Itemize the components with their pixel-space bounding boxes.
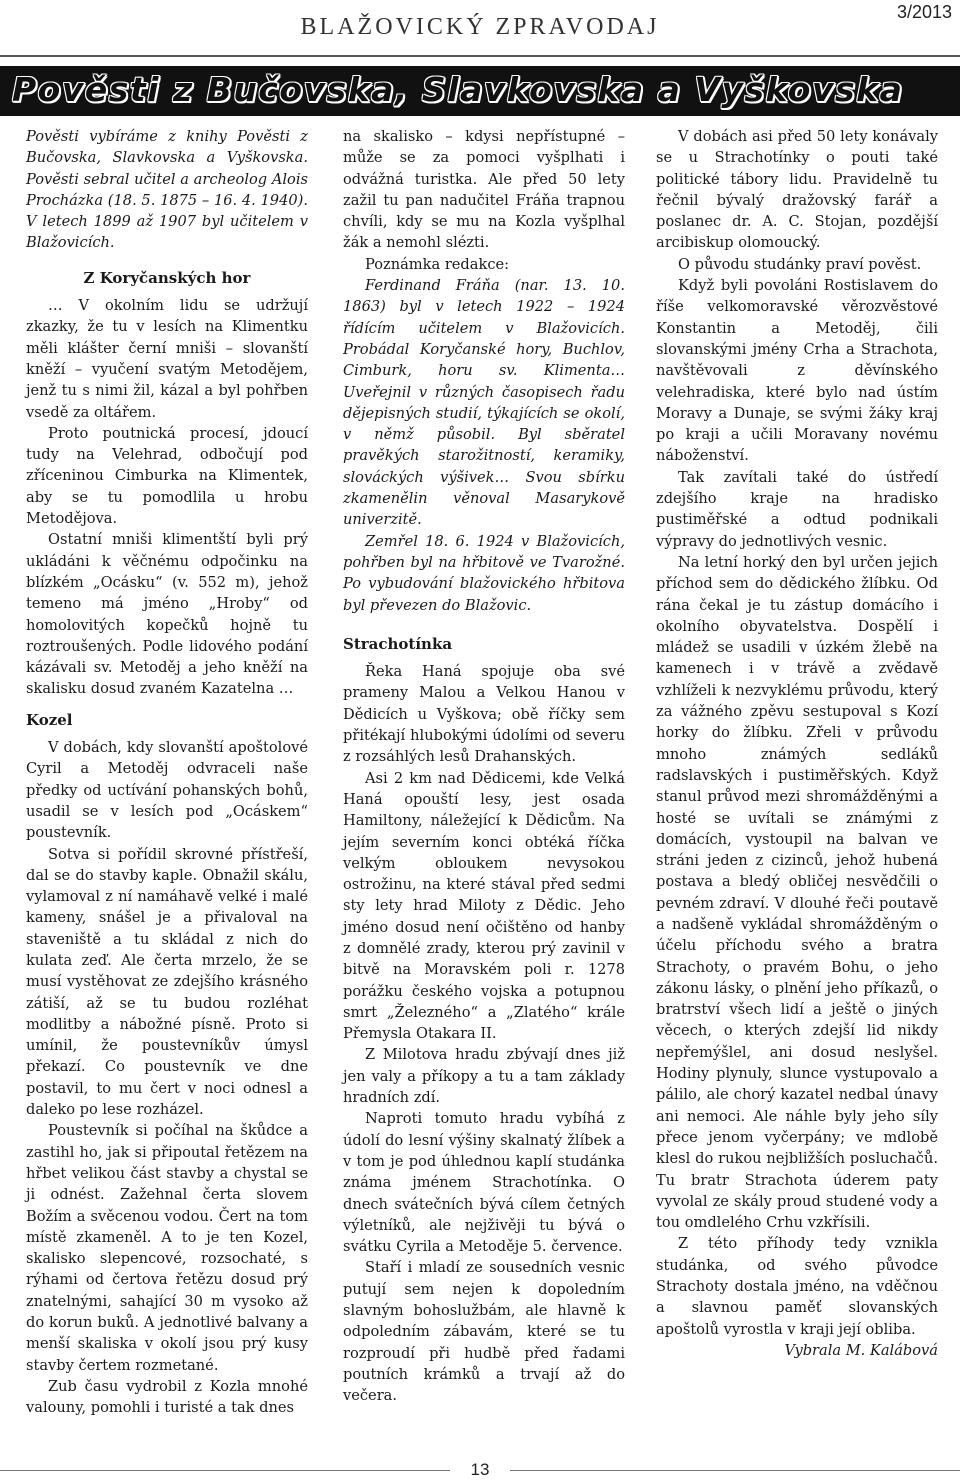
paragraph: O původu studánky praví pověst. bbox=[678, 255, 922, 273]
paragraph: Poustevník si počíhal na škůdce a zastihl ho, jak si připoutal řetězem na hřbet velikou část stavby a chystal se ji odnést. Zažehnal čerta slovem Božím a svěcenou vodou. Čert na tom místě zkameněl. A to je ten Kozel, skalisko slepencové, rozsochaté, s rýhami od čertova řetězu dosud prý znatelnými, sahající 30 m vysoko až do korun buků. A jednotlivé balvany a menší skaliska v okolí jsou prý kusy stavby čertem rozmetané. bbox=[26, 1122, 308, 1374]
heading-koryčanské-hory: Z Koryčanských hor bbox=[83, 268, 251, 287]
page-number: 13 bbox=[470, 1460, 490, 1479]
paragraph: na skalisko – kdysi nepřístupné – může se za pomoci vyšplhati i odvážná turistka. Ale před 50 lety zažil tu pan nadučitel Fráňa trapnou chvíli, kdy se mu na Kozla vyšplhal žák a nemohl slézti. bbox=[343, 128, 625, 252]
paragraph: V dobách asi před 50 lety konávaly se u Strachotínky o pouti také politické tábory lidu. Pravidelně tu řečnil bývalý dražovský farář a poslanec dr. A. C. Stojan, pozdější arcibiskup olomoucký. bbox=[656, 128, 938, 252]
newsletter-title: BLAŽOVICKÝ ZPRAVODAJ bbox=[300, 14, 660, 40]
paragraph: V dobách, kdy slovanští apoštolové Cyril a Metoděj odvraceli naše předky od uctívání pohanských bohů, usadil se v lesích pod „Ocáskem“ poustevník. bbox=[26, 739, 308, 842]
column-3 bbox=[656, 126, 938, 1361]
paragraph: Ostatní mniši klimentští byli prý ukládáni k věčnému odpočinku na blízkém „Ocásku“ (v. 552 m), jehož temeno má jméno „Hroby“ od homolovitých kopečků hojně tu roztroušených. Podle lidového podání kázávali sv. Metoděj a jeho kněží na skalisku dosud zvaném Kazatelna … bbox=[26, 531, 308, 698]
paragraph: Na letní horký den byl určen jejich příchod sem do dědického žlíbku. Od rána čekal je tu zástup domácího i okolního obyvatelstva. Dospělí i mládež se usadili v úzkém žlebě na kamenech i v trávě a zvědavě vzhlíželi k nezvyklému průvodu, který za vážného zpěvu sestupoval s Kozí horky do žlíbku. Zřeli v průvodu mnoho známých sedláků radslavských i pustiměřských. Když stanul průvod mezi shromážděnými a hosté se uvítali se známými z domácích, vystoupil na balvan ve stráni jeden z cizinců, jehož hubená postava a bledý obličej nesvědčili o pevném zdraví. V dlouhé řeči poutavě a nadšeně vykládal shromážděným o účelu příchodu svého a bratra Strachoty, o pravém Bohu, o jeho zákonu lásky, o plnění jeho příkazů, o bratrství všech lidí a ještě o jiných věcech, o kterých zdejší lid nikdy nepřemýšlel, ani dosud neslyšel. Hodiny plynuly, slunce vystupovalo a pálilo, ale chorý kazatel nedbal únavy ani nemoci. Ale náhle byly jeho síly přece jenom vyčerpány; ve mdlobě klesl do rukou nejbližších posluchačů. Tu bratr Strachota úderem paty vyvolal ze skály proud studené vody a tou omdlelého Crhu vzkřísili. bbox=[656, 553, 938, 1232]
paragraph: Staří i mladí ze sousedních vesnic putují sem nejen k dopoledním slavným bohoslužbám, ale hlavně k odpoledním zábavám, které se tu rozproudí při hudbě před řadami poutních krámků a trvají až do večera. bbox=[343, 1259, 625, 1405]
banner-title: Pověsti z Bučovska, Slavkovska a Vyškovska bbox=[12, 70, 904, 109]
issue-number: 3/2013 bbox=[896, 2, 952, 22]
paragraph: Tak zavítali také do ústředí zdejšího kraje na hradisko pustiměřské a odtud podnikali výpravy do jednotlivých vesnic. bbox=[656, 468, 938, 550]
paragraph: Z této příhody tedy vznikla studánka, od svého původce Strachoty dostala jméno, na vděčnou a slavnou paměť slovanských apoštolů vyrostla v kraji její obliba. bbox=[656, 1235, 938, 1338]
paragraph: Zub času vydrobil z Kozla mnohé valouny, pomohli i turisté a tak dnes bbox=[26, 1377, 308, 1417]
editor-note-label: Poznámka redakce: bbox=[365, 255, 510, 273]
column-2 bbox=[343, 126, 625, 1407]
paragraph: Z Milotova hradu zbývají dnes již jen valy a příkopy a tu a tam základy hradních zdí. bbox=[343, 1046, 625, 1107]
paragraph: Sotva si pořídil skrovné přístřeší, dal se do stavby kaple. Obnažil skálu, vylamoval z ní namáhavě velké i malé kameny, snášel je a přivaloval na staveniště a tu skládal z nich do kulata zeď. Ale čerta mrzelo, že se musí vystěhovat ze zdejšího krásného zátiší, až se tu budou rozléhat modlitby a nábožné písně. Proto si umínil, že poustevníkův úmysl překazí. Co poustevník ve dne postavil, to mu čert v noci odnesl a daleko po lese rozházel. bbox=[26, 845, 308, 1119]
paragraph: Asi 2 km nad Dědicemi, kde Velká Haná opouští lesy, jest osada Hamiltony, náležející k Dědicům. Na jejím severním konci obtéká říčka velkým obloukem nevysokou ostrožinu, na které stával před sedmi sty lety hrad Miloty z Dědic. Jeho jméno dosud není očištěno od hanby z domnělé zrady, kterou prý zavinil v bitvě na Moravském poli r. 1278 porážku českého vojska a potupnou smrt „Železného“ a „Zlatého“ krále Přemysla Otakara II. bbox=[343, 769, 625, 1043]
author-signature: Vybrala M. Kalábová bbox=[784, 1341, 938, 1359]
section-banner bbox=[0, 66, 960, 116]
intro-paragraph: Pověsti vybíráme z knihy Pověsti z Bučovska, Slavkovska a Vyškovska. Pověsti sebral učitel a archeolog Alois Procházka (18. 5. 1875 – 16. 4. 1940). V letech 1899 až 1907 byl učitelem v Blažovicích. bbox=[26, 128, 308, 252]
heading-strachotínka: Strachotínka bbox=[343, 634, 453, 653]
paragraph: Naproti tomuto hradu vybíhá z údolí do lesní výšiny skalnatý žlíbek a v tom je pod úhlednou kaplí studánka známa jménem Strachotínka. O dnech svátečních bývá cílem četných výletníků, ale nejživěji tu bývá o svátku Cyrila a Metoděje 5. července. bbox=[343, 1110, 625, 1256]
heading-kozel: Kozel bbox=[26, 710, 73, 729]
column-1 bbox=[26, 126, 308, 1419]
paragraph: Když byli povoláni Rostislavem do říše velkomoravské věrozvěstové Konstantin a Metoděj, čili slovanskými jmény Crha a Strachota, navštěvovali z děvínského velehradiska, které bylo nad ústím Moravy a Dunaje, se svými žáky kraj po kraji a učili Moravany novému náboženství. bbox=[656, 277, 938, 465]
editor-note-continued: Zemřel 18. 6. 1924 v Blažovicích, pohřben byl na hřbitově ve Tvarožné. Po vybudování blažovického hřbitova byl převezen do Blažovic. bbox=[343, 532, 625, 614]
paragraph: … V okolním lidu se udržují zkazky, že tu v lesích na Klimentku měli klášter černí mniši – slovanští kněží – vyučení svatým Metodějem, jenž tu s nimi žil, kázal a byl pohřben vsedě za oltářem. bbox=[26, 297, 308, 421]
editor-note: Ferdinand Fráňa (nar. 13. 10. 1863) byl v letech 1922 – 1924 řídícím učitelem v Blažovicích. Probádal Koryčanské hory, Buchlov, Cimburk, horu sv. Klimenta… Uveřejnil v různých časopisech řadu dějepisných studií, týkajících se okolí, v němž působil. Byl sběratel pravěkých starožitností, keramiky, slováckých výšivek… Svou sbírku zkamenělin věnoval Masarykově univerzitě. bbox=[343, 277, 625, 529]
paragraph: Proto poutnická procesí, jdoucí tudy na Velehrad, odbočují pod zříceninou Cimburka na Klimentek, aby se tu pomodlila u hrobu Metodějova. bbox=[26, 424, 308, 528]
header-divider bbox=[0, 55, 960, 57]
paragraph: Řeka Haná spojuje oba své prameny Malou a Velkou Hanou v Dědicích u Vyškova; obě říčky sem přitékají hlubokými údolími od severu z rozsáhlých lesů Drahanských. bbox=[343, 663, 625, 766]
